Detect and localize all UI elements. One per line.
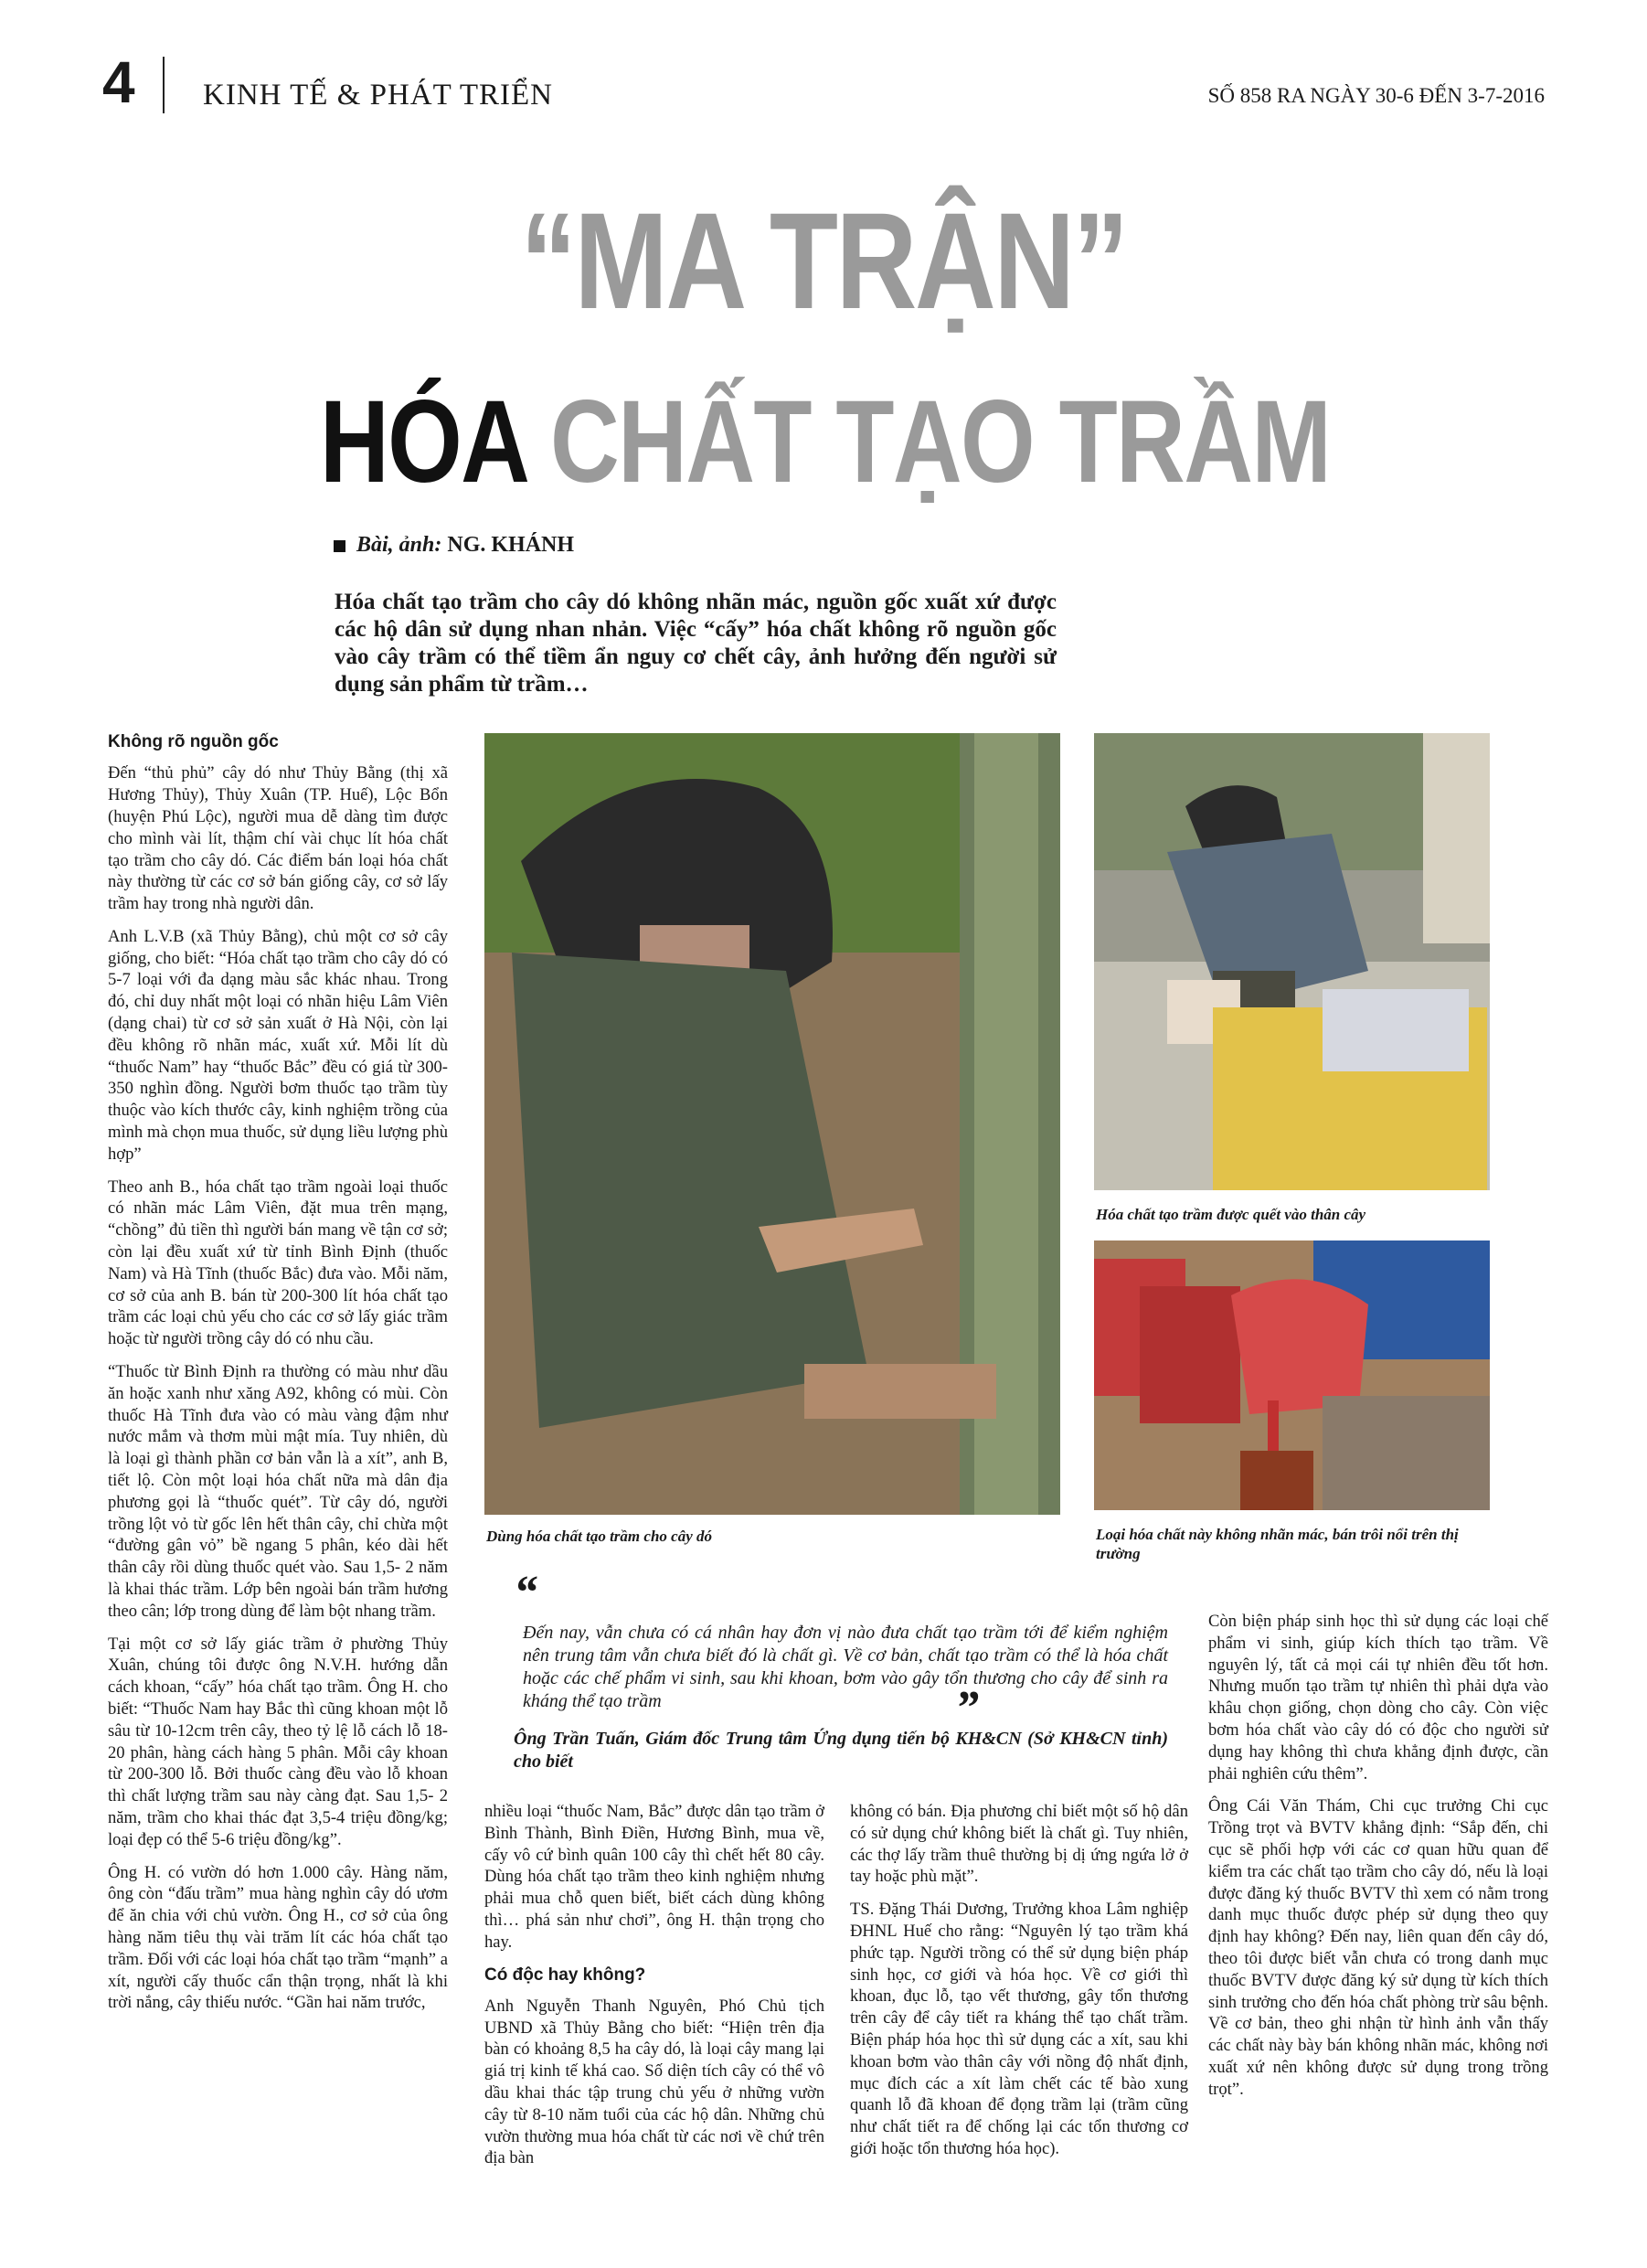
byline-author: NG. KHÁNH (447, 533, 575, 557)
bottom-right-photo (1094, 1240, 1490, 1510)
top-right-photo-caption: Hóa chất tạo trầm được quết vào thân cây (1096, 1206, 1366, 1223)
headline-line1: “MA TRẬN” (520, 184, 1127, 337)
paragraph: nhiều loại “thuốc Nam, Bắc” được dân tạo trầm ở Bình Thành, Bình Điền, Hương Bình, mua về, cấy vô cứ bình quân 100 cây thì chết hết 80 cây. Dùng hóa chất tạo trầm theo kinh nghiệm nhưng phải mua chỗ quen biết, biết cách dùng không thì… phá sản như chơi”, ông H. thận trọng cho hay. (484, 1802, 824, 1952)
byline (334, 533, 574, 558)
paragraph: Ông H. có vườn dó hơn 1.000 cây. Hàng năm, ông còn “đấu trầm” mua hàng nghìn cây dó ươm để ăn chia với chủ vườn. Ông H., cơ sở của ông hàng năm tiêu thụ vài trăm lít các hóa chất tạo trầm. Đối với các loại hóa chất tạo trầm “mạnh” a xít, người cấy thuốc cẩn thận trọng, nhất là khi trời nắng, cây thiếu nước. “Gần hai năm trước, (108, 1862, 448, 2013)
paragraph: Đến “thủ phủ” cây dó như Thủy Bằng (thị xã Hương Thủy), Thủy Xuân (TP. Huế), Lộc Bổn (huyện Phú Lộc), người mua dễ dàng tìm được cho mình vài lít, thậm chí vài chục lít hóa chất tạo trầm cho cây dó. Các điểm bán loại hóa chất này thường từ các cơ sở bán giống cây, cơ sở lấy trầm hay trong nhà người dân. (108, 763, 448, 914)
bottom-right-photo-image (1094, 1240, 1490, 1510)
quote-close-mark: ” (955, 1682, 979, 1734)
byline-label: Bài, ảnh: (356, 533, 442, 557)
issue-info: SỐ 858 RA NGÀY 30-6 ĐẾN 3-7-2016 (1207, 84, 1545, 107)
paragraph: Theo anh B., hóa chất tạo trầm ngoài loại thuốc có nhãn mác Lâm Viên, đặt mua trên mạng, “chồng” đủ tiền thì người bán mang về tận cơ sở; còn lại đều xuất xứ từ tỉnh Bình Định (thuốc Nam) và Hà Tĩnh (thuốc Bắc) đưa vào. Mỗi năm, cơ sở của anh B. bán từ 200-300 lít hóa chất tạo trầm các loại chủ yếu cho các cơ sở lấy giác trầm hoặc từ người trồng cây dó có nhu cầu. (108, 1177, 448, 1349)
paragraph: Ông Cái Văn Thám, Chi cục trưởng Chi cục Trồng trọt và BVTV khẳng định: “Sắp đến, chi cục sẽ phối hợp với các cơ quan hữu quan để kiểm tra các chất tạo trầm cho cây dó, nếu là loại được đăng ký thuốc BVTV thì xem có nằm trong danh mục thuốc được phép sử dụng theo quy định hay không? Đến nay, liên quan đến cây dó, theo tôi được biết vẫn chưa có trong danh mục thuốc BVTV được đăng ký sử dụng từ kích thích sinh trưởng cho đến hóa chất phòng trừ sâu bệnh. Về cơ bản, theo ghi nhận từ hình ảnh vẫn thấy các chất này bày bán không nhãn mác, không nơi xuất xứ nên không được sử dụng trong trồng trọt”. (1208, 1796, 1548, 2099)
paragraph: Tại một cơ sở lấy giác trầm ở phường Thủy Xuân, chúng tôi được ông N.V.H. hướng dẫn cách khoan, “cấy” hóa chất tạo trầm. Ông H. cho biết: “Thuốc Nam hay Bắc thì cũng khoan một lỗ sâu từ 10-12cm trên cây, theo tỷ lệ lỗ cách lỗ 18-20 phân, hàng cách hàng 5 phân. Mỗi cây khoan từ 200-300 lỗ. Bởi thuốc càng đều vào lỗ khoan thì chất lượng trầm sau này càng đạt. Sau 1,5- 2 năm, trầm cho khai thác đạt 3,5-4 triệu đồng/kg; loại đẹp có thể 5-6 triệu đồng/kg”. (108, 1634, 448, 1849)
paragraph: Còn biện pháp sinh học thì sử dụng các loại chế phẩm vi sinh, giúp kích thích tạo trầm. Về nguyên lý, tất cả mọi cái tự nhiên đều tốt hơn. Nhưng muốn tạo trầm tự nhiên thì phải dựa vào khâu chọn giống, chọn dòng cho cây. Còn việc bơm hóa chất vào cây dó có độc cho người sử dụng hay không thì chưa khẳng định được, cần phải nghiên cứu thêm”. (1208, 1612, 1548, 1784)
quote-open-mark: “ (514, 1567, 537, 1619)
main-photo-image (484, 733, 1060, 1515)
main-photo (484, 733, 1060, 1515)
pull-quote (492, 1567, 1168, 1773)
paragraph: “Thuốc từ Bình Định ra thường có màu như dầu ăn hoặc xanh như xăng A92, không có mùi. Còn thuốc Hà Tĩnh đưa vào có màu vàng đậm như nước mắm và thơm mùi mật mía. Tuy nhiên, dù là loại gì thành phần cơ bản vẫn là a xít”, anh B, tiết lộ. Còn một loại hóa chất nữa mà dân địa phương gọi là “thuốc quét”. Từ cây dó, người trồng lột vỏ từ gốc lên hết thân cây, chỉ chừa một “đường gân vỏ” bề ngang 5 phân, kéo dài hết thân cây rồi dùng thuốc quét vào. Sau 1,5- 2 năm là khai thác trầm. Lớp bên ngoài bán trầm hương theo cân; lớp trong dùng để làm bột nhang trầm. (108, 1362, 448, 1621)
header-divider (163, 57, 165, 113)
lead-paragraph: Hóa chất tạo trầm cho cây dó không nhãn mác, nguồn gốc xuất xứ được các hộ dân sử dụng nhan nhản. Việc “cấy” hóa chất không rõ nguồn gốc vào cây trầm có thể tiềm ẩn nguy cơ chết cây, ảnh hưởng đến người sử dụng sản phẩm từ trầm… (335, 590, 1057, 697)
bottom-right-photo-caption: Loại hóa chất này không nhãn mác, bán trôi nổi trên thị trường (1096, 1526, 1459, 1563)
page-number: 4 (102, 49, 135, 115)
square-bullet-icon (334, 540, 345, 552)
top-right-photo (1094, 733, 1490, 1190)
article-column-1 (108, 731, 448, 2025)
article-column-2 (484, 1801, 824, 2180)
article-column-4 (1208, 1611, 1548, 2112)
article-column-3 (850, 1801, 1188, 2171)
subhead-origin: Không rõ nguồn gốc (108, 732, 279, 751)
paragraph: Anh L.V.B (xã Thủy Bằng), chủ một cơ sở cây giống, cho biết: “Hóa chất tạo trầm cho cây dó có 5-7 loại với đa dạng màu sắc khác nhau. Trong đó, chỉ duy nhất một loại có nhãn hiệu Lâm Viên (dạng chai) từ cơ sở sản xuất ở Hà Nội, còn lại đều không rõ nhãn mác, xuất xứ. Mỗi lít dù “thuốc Nam” hay “thuốc Bắc” đều có giá từ 300-350 nghìn đồng. Người bơm thuốc tạo trầm tùy thuộc vào kích thước cây, kinh nghiệm trồng của mình mà chọn mua thuốc, sử dụng liều lượng phù hợp” (108, 926, 448, 1164)
quote-text: Đến nay, vẫn chưa có cá nhân hay đơn vị nào đưa chất tạo trầm tới để kiểm nghiệm nên trung tâm vẫn chưa biết đó là chất gì. Về cơ bản, chất tạo trầm có thể là hóa chất hoặc các chế phẩm vi sinh, sau khi khoan, bơm vào gây tổn thương cho cây để sinh ra kháng thể tạo trầm (523, 1623, 1168, 1711)
quote-source: Ông Trần Tuấn, Giám đốc Trung tâm Ứng dụng tiến bộ KH&CN (Sở KH&CN tỉnh) cho biết (514, 1729, 1168, 1772)
paragraph: Anh Nguyễn Thanh Nguyên, Phó Chủ tịch UBND xã Thủy Bằng cho biết: “Hiện trên địa bàn có khoảng 8,5 ha cây dó, là loại cây mang lại giá trị kinh tế khá cao. Số diện tích cây có thể vô dầu khai thác tập trung chủ yếu ở những vườn cây từ 8-10 năm tuổi của các hộ dân. Những chủ vườn thường mua hóa chất từ các nơi về chứ trên địa bàn (484, 1996, 824, 2168)
headline-dark-word: HÓA (320, 377, 526, 507)
paragraph: không có bán. Địa phương chỉ biết một số hộ dân có sử dụng chứ không biết là chất gì. Tuy nhiên, các thợ lấy trầm thuê thường bị dị ứng ngứa lở ở tay hoặc phù mặt”. (850, 1802, 1188, 1887)
headline-grey-words: CHẤT TẠO TRẦM (549, 377, 1331, 507)
main-photo-caption: Dùng hóa chất tạo trầm cho cây dó (486, 1528, 712, 1545)
paragraph: TS. Đặng Thái Dương, Trưởng khoa Lâm nghiệp ĐHNL Huế cho rằng: “Nguyên lý tạo trầm khá phức tạp. Người trồng có thể sử dụng biện pháp sinh học, cơ giới và hóa học. Về cơ giới thì khoan, đục lỗ, tạo vết thương, gây tổn thương trên cây để cây tiết ra kháng thể tạo chất trầm. Biện pháp hóa học thì sử dụng các a xít, sau khi khoan bơm vào thân cây với nồng độ nhất định, mục đích các a xít làm chết các tế bào xung quanh lỗ đã khoan để đọng trầm lại (trầm cũng như chất tiết ra để chống lại các tổn thương cơ giới hoặc tổn thương hóa học). (850, 1900, 1188, 2158)
section-title: KINH TẾ & PHÁT TRIỂN (203, 79, 553, 112)
top-right-photo-image (1094, 733, 1490, 1190)
subhead-toxic: Có độc hay không? (484, 1965, 646, 1985)
headline-line2 (320, 377, 1331, 507)
